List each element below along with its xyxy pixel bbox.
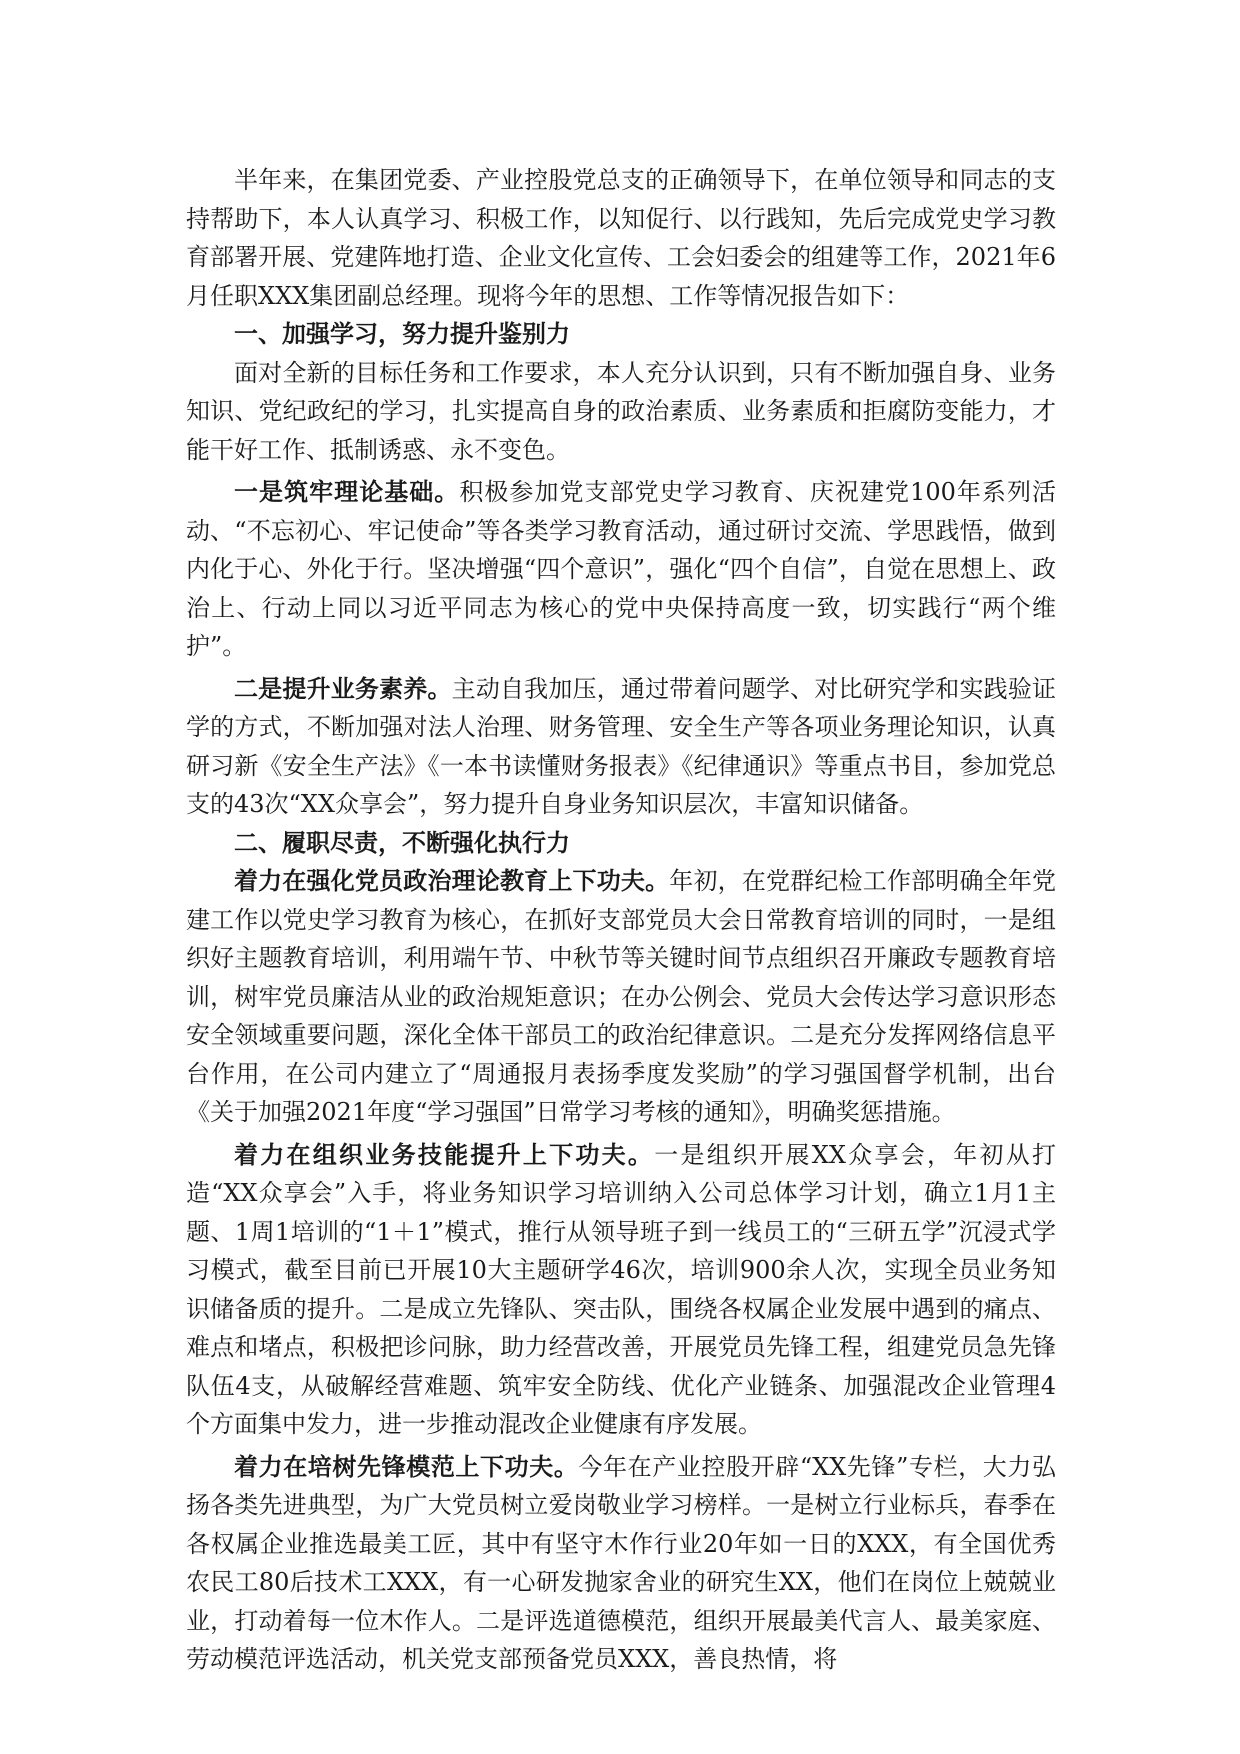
paragraph-text: 积极参加党支部党史学习教育、庆祝建党100年系列活动、“不忘初心、牢记使命”等各类学习教育活动，通过研讨交流、学思践悟，做到内化于心、外化于行。坚决增强“四个意识”，强化“四个自信”，自觉在思想上、政治上、行动上同以习近平同志为核心的党中央保持高度一致，切实践行“两个维护”。	[186, 478, 1057, 660]
paragraph-text: 年初，在党群纪检工作部明确全年党建工作以党史学习教育为核心，在抓好支部党员大会日常教育培训的同时，一是组织好主题教育培训，利用端午节、中秋节等关键时间节点组织召开廉政专题教育培训，树牢党员廉洁从业的政治规矩意识；在办公例会、党员大会传达学习意识形态安全领域重要问题，深化全体干部员工的政治纪律意识。二是充分发挥网络信息平台作用，在公司内建立了“周通报月表扬季度发奖励”的学习强国督学机制，出台《关于加强2021年度“学习强国”日常学习考核的通知》，明确奖惩措施。	[186, 867, 1057, 1126]
section-1-heading: 一、加强学习，努力提升鉴别力	[234, 320, 570, 348]
paragraph-lead: 二是提升业务素养。	[234, 674, 452, 703]
paragraph-lead: 一是筑牢理论基础。	[234, 478, 460, 506]
paragraph-text: 主动自我加压，通过带着问题学、对比研究学和实践验证学的方式，不断加强对法人治理、财务管理、安全生产等各项业务理论知识，认真研习新《安全生产法》《一本书读懂财务报表》《纪律通识》等重点书目，参加党总支的43次“XX众享会”，努力提升自身业务知识层次，丰富知识储备。	[186, 674, 1057, 818]
paragraph-lead: 着力在强化党员政治理论教育上下功夫。	[234, 867, 670, 895]
section-1-paragraph-2	[186, 670, 1056, 824]
intro-paragraph: 半年来，在集团党委、产业控股党总支的正确领导下，在单位领导和同志的支持帮助下，本人认真学习、积极工作，以知促行、以行践知，先后完成党史学习教育部署开展、党建阵地打造、企业文化宣传、工会妇委会的组建等工作，2021年6月任职XXX集团副总经理。现将今年的思想、工作等情况报告如下：	[186, 166, 1056, 310]
section-2-heading: 二、履职尽责，不断强化执行力	[234, 828, 570, 857]
paragraph-text: 一是组织开展XX众享会，年初从打造“XX众享会”入手，将业务知识学习培训纳入公司总体学习计划，确立1月1主题、1周1培训的“1＋1”模式，推行从领导班子到一线员工的“三研五学”沉浸式学习模式，截至目前已开展10大主题研学46次，培训900余人次，实现全员业务知识储备质的提升。二是成立先锋队、突击队，围绕各权属企业发展中遇到的痛点、难点和堵点，积极把诊问脉，助力经营改善，开展党员先锋工程，组建党员急先锋队伍4支，从破解经营难题、筑牢安全防线、优化产业链条、加强混改企业管理4个方面集中发力，进一步推动混改企业健康有序发展。	[186, 1140, 1057, 1438]
section-2-paragraph-1	[186, 862, 1056, 1132]
section-2-paragraph-3	[186, 1448, 1056, 1679]
section-2-paragraph-2	[186, 1136, 1056, 1444]
paragraph-text: 今年在产业控股开辟“XX先锋”专栏，大力弘扬各类先进典型，为广大党员树立爱岗敬业学习榜样。一是树立行业标兵，春季在各权属企业推选最美工匠，其中有坚守木作行业20年如一日的XXX，有全国优秀农民工80后技术工XXX，有一心研发抛家舍业的研究生XX，他们在岗位上兢兢业业，打动着每一位木作人。二是评选道德模范，组织开展最美代言人、最美家庭、劳动模范评选活动，机关党支部预备党员XXX，善良热情，将	[186, 1452, 1056, 1673]
paragraph-lead: 着力在培树先锋模范上下功夫。	[234, 1452, 579, 1481]
section-1-intro-paragraph: 面对全新的目标任务和工作要求，本人充分认识到，只有不断加强自身、业务知识、党纪政纪的学习，扎实提高自身的政治素质、业务素质和拒腐防变能力，才能干好工作、抵制诱惑、永不变色。	[186, 358, 1056, 464]
section-1-paragraph-1	[186, 473, 1056, 666]
document-page	[186, 161, 1056, 1679]
paragraph-lead: 着力在组织业务技能提升上下功夫。	[234, 1140, 655, 1169]
